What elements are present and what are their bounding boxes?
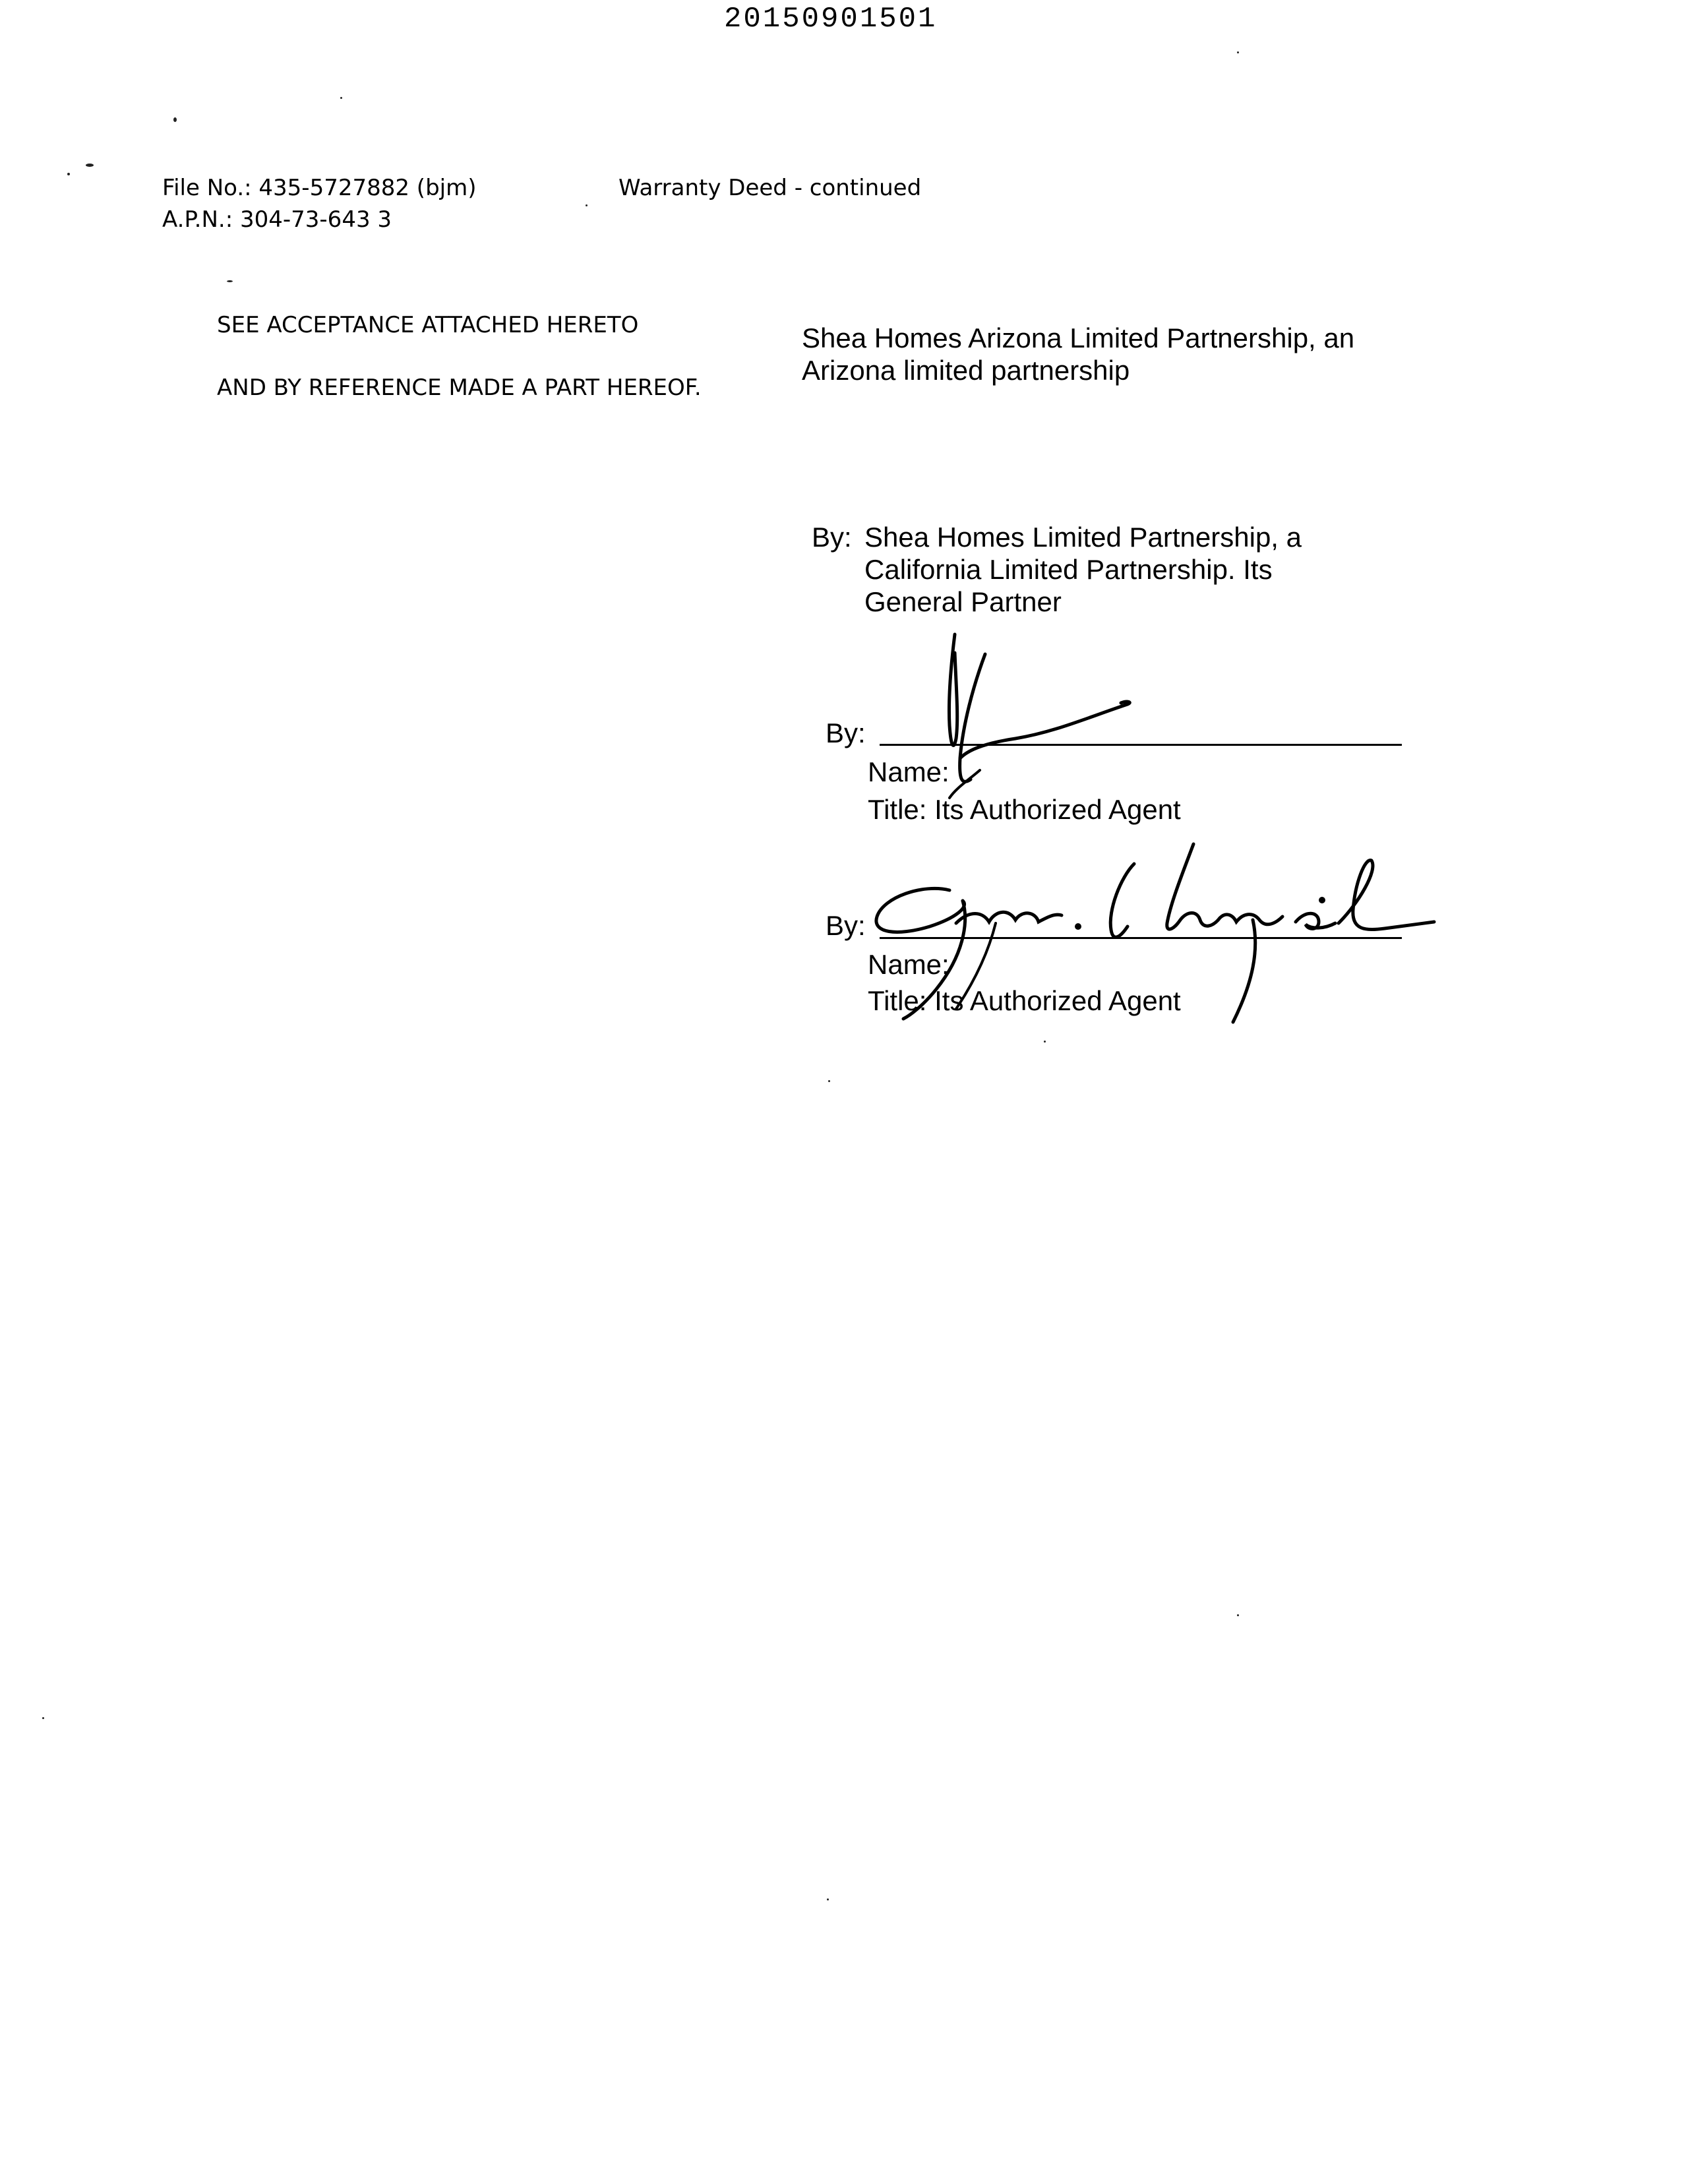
general-partner-line-3: General Partner <box>864 586 1062 617</box>
signature-2-by-label: By: <box>826 910 866 941</box>
general-partner-block <box>812 521 1302 618</box>
signature-2-title: Title: Its Authorized Agent <box>868 985 1181 1016</box>
grantor-block <box>802 322 1354 386</box>
scan-speck <box>1237 51 1239 53</box>
handwritten-signature-2 <box>857 837 1437 1035</box>
scan-speck <box>340 97 342 99</box>
scan-speck <box>67 173 70 175</box>
scan-speck <box>1044 1041 1046 1043</box>
scan-speck <box>86 164 94 167</box>
scan-speck <box>42 1717 44 1719</box>
grantor-line-1: Shea Homes Arizona Limited Partnership, an <box>802 322 1355 353</box>
signature-2-name-label: Name: <box>868 949 950 980</box>
general-partner-line-1: Shea Homes Limited Partnership, a <box>864 522 1302 553</box>
signature-1-name-label: Name: <box>868 756 950 787</box>
acceptance-line-2: AND BY REFERENCE MADE A PART HEREOF. <box>217 375 702 401</box>
general-partner-text <box>864 521 1302 618</box>
signature-1-title: Title: Its Authorized Agent <box>868 794 1181 825</box>
acceptance-line-1: SEE ACCEPTANCE ATTACHED HERETO <box>217 312 639 338</box>
scan-speck <box>827 1898 829 1900</box>
scan-speck <box>1237 1614 1239 1616</box>
scan-speck <box>828 1080 830 1082</box>
general-partner-line-2: California Limited Partnership. Its <box>864 554 1273 585</box>
apn-number: A.P.N.: 304-73-643 3 <box>162 206 392 233</box>
grantor-line-2: Arizona limited partnership <box>802 355 1130 386</box>
scan-speck <box>586 204 588 206</box>
deed-title: Warranty Deed - continued <box>618 175 922 201</box>
document-number: 20150901501 <box>724 3 938 36</box>
scan-speck <box>173 117 177 122</box>
scan-speck <box>227 280 233 282</box>
general-partner-by-label: By: <box>812 522 852 553</box>
signature-1-by-label: By: <box>826 717 866 748</box>
handwritten-signature-1 <box>910 626 1147 811</box>
file-number: File No.: 435-5727882 (bjm) <box>162 175 477 201</box>
